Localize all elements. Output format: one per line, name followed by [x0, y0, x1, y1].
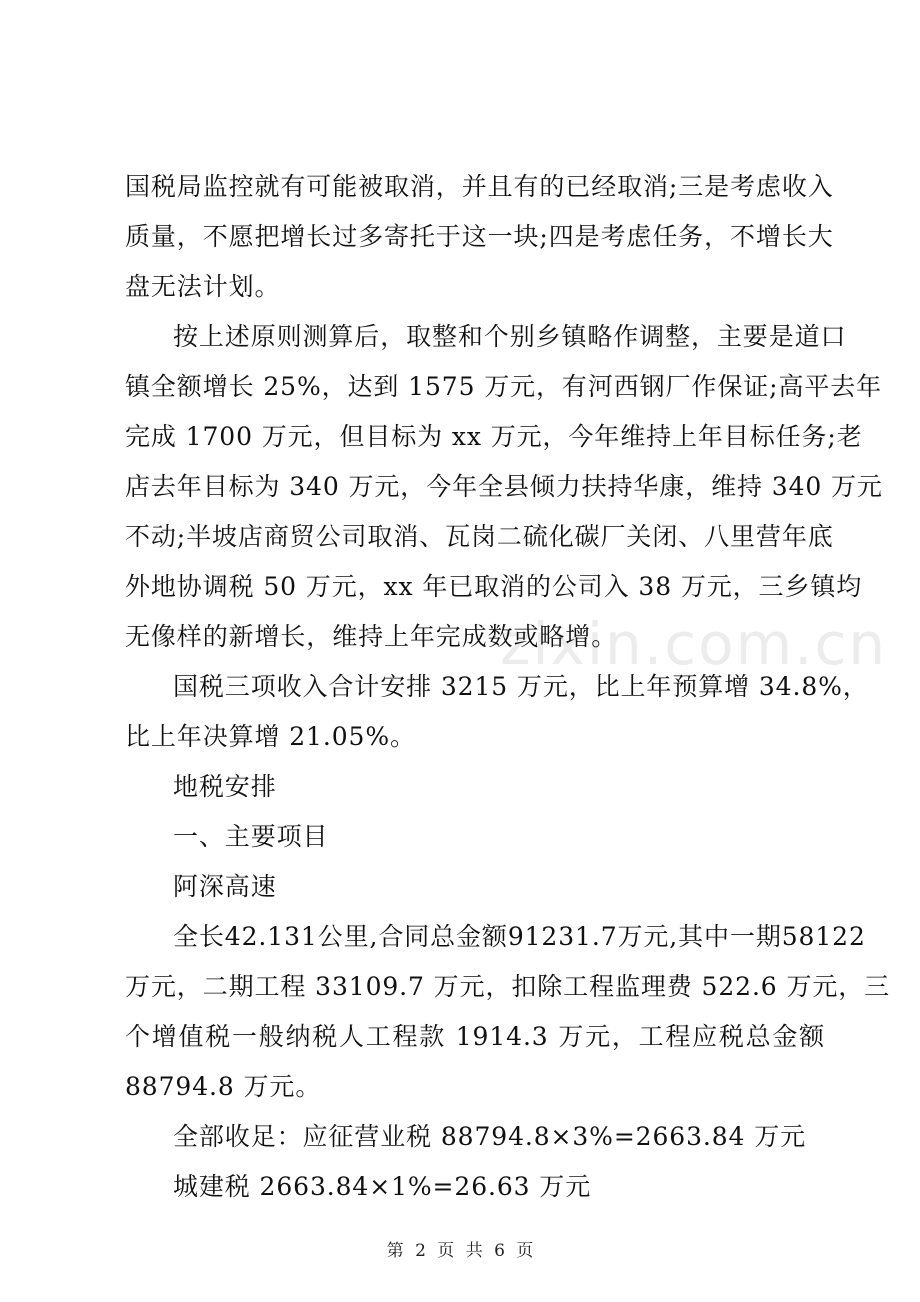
section-heading-local-tax: 地税安排 [173, 772, 277, 801]
text-line-9: 外地协调税 50 万元，xx 年已取消的公司入 38 万元，三乡镇均 [125, 572, 863, 601]
text-line-7: 店去年目标为 340 万元，今年全县倾力扶持华康，维持 340 万元 [125, 472, 883, 501]
text-line-11: 国税三项收入合计安排 3215 万元，比上年预算增 34.8%， [173, 672, 869, 701]
text-line-17: 万元，二期工程 33109.7 万元，扣除工程监理费 522.6 万元，三 [125, 972, 891, 1001]
business-tax-line: 全部收足：应征营业税 88794.8×3%=2663.84 万元 [173, 1122, 807, 1151]
city-tax-line: 城建税 2663.84×1%=26.63 万元 [173, 1172, 592, 1201]
text-line-16: 全长42.131公里,合同总金额91231.7万元,其中一期58122 [173, 922, 866, 951]
text-line-8: 不动;半坡店商贸公司取消、瓦岗二硫化碳厂关闭、八里营年底 [125, 522, 834, 551]
text-line-1: 国税局监控就有可能被取消，并且有的已经取消;三是考虑收入 [125, 172, 834, 201]
text-line-19: 88794.8 万元。 [125, 1072, 322, 1101]
watermark: zixin.com.cn [500, 610, 888, 678]
text-line-4: 按上述原则测算后，取整和个别乡镇略作调整，主要是道口 [173, 322, 847, 351]
text-line-5: 镇全额增长 25%，达到 1575 万元，有河西钢厂作保证;高平去年 [125, 372, 883, 401]
text-line-12: 比上年决算增 21.05%。 [125, 722, 416, 751]
text-line-6: 完成 1700 万元，但目标为 xx 万元，今年维持上年目标任务;老 [125, 422, 863, 451]
text-line-18: 个增值税一般纳税人工程款 1914.3 万元，工程应税总金额 [125, 1022, 825, 1051]
text-line-3: 盘无法计划。 [125, 272, 281, 301]
page-footer: 第 2 页 共 6 页 [386, 1241, 534, 1261]
text-line-2: 质量，不愿把增长过多寄托于这一块;四是考虑任务，不增长大 [125, 222, 834, 251]
section-heading-main-projects: 一、主要项目 [173, 822, 329, 851]
project-name: 阿深高速 [173, 872, 277, 901]
text-line-10: 无像样的新增长，维持上年完成数或略增。 [125, 622, 618, 651]
